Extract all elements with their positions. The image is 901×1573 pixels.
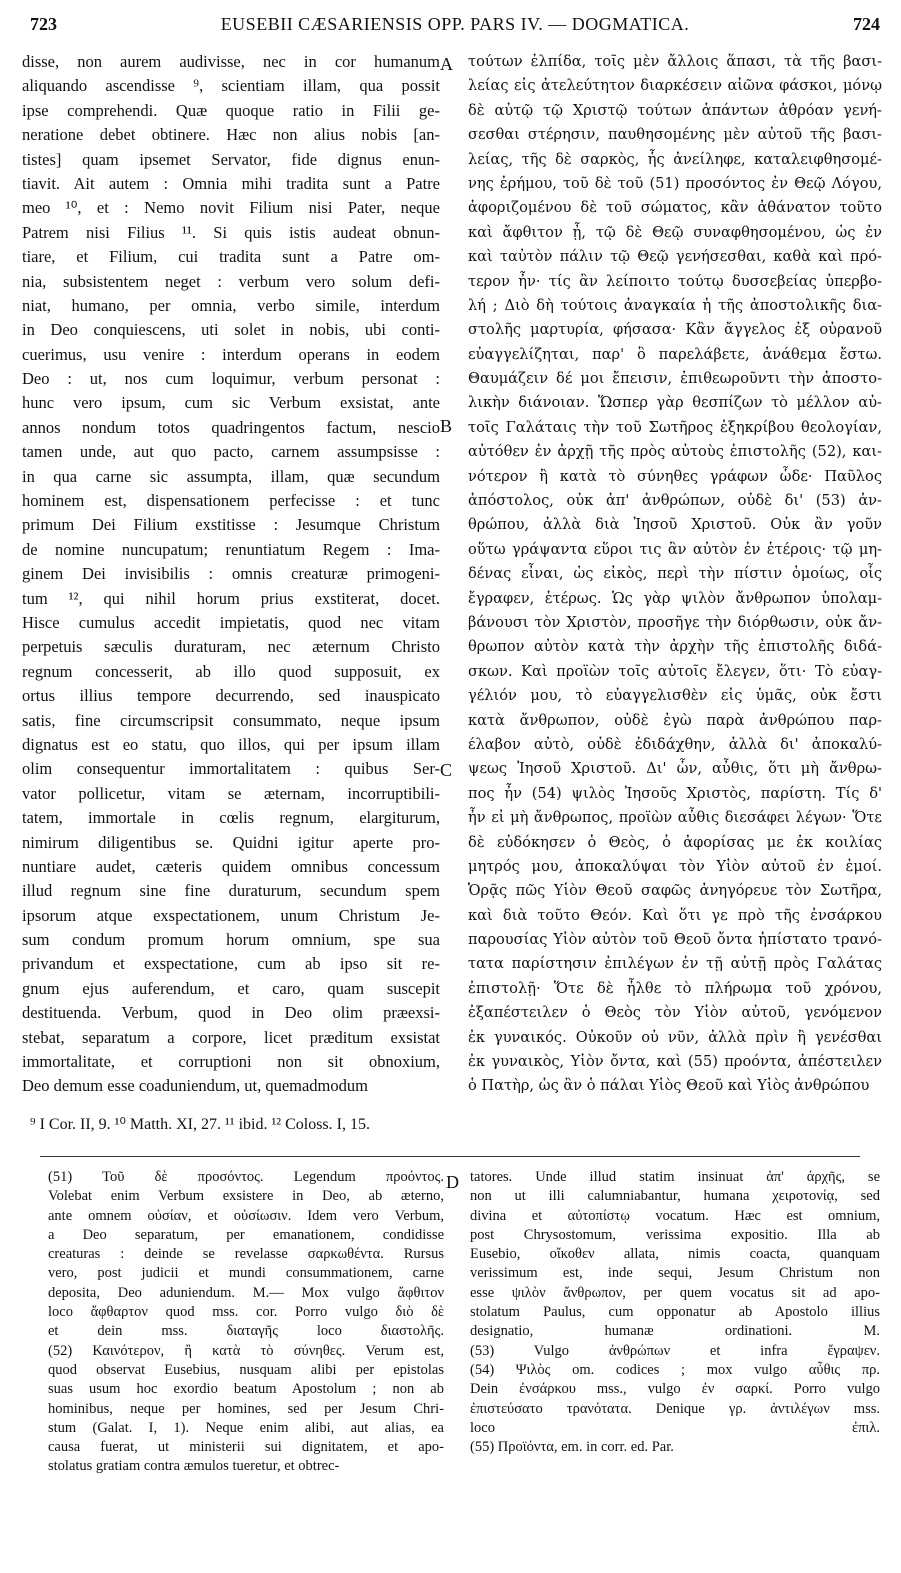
greek-text-line: κατὰ ἄνθρωπον, οὐδὲ ἐγὼ παρὰ ἀνθρώπου παρ-: [468, 711, 882, 729]
page-number-right: 724: [853, 14, 880, 34]
greek-text-line: τοῖς Γαλάταις τὴν τοῦ Σωτῆρος ἐξηκρίβου θεολογίαν,: [468, 418, 882, 436]
latin-text-line: olim consequentur immortalitatem : quibus Ser-: [22, 759, 440, 779]
greek-text-line: καὶ ταὐτὸν πάλιν τῷ Θεῷ γενήσεσθαι, καθὰ καὶ πρό-: [468, 248, 882, 266]
greek-text-line: δὲ αὐτῷ τῷ Χριστῷ τούτων ἁπάντων ἀθρόαν γενή-: [468, 101, 882, 119]
greek-text-line: θρώπου, ἀλλὰ διὰ Ἰησοῦ Χριστοῦ. Οὐκ ἂν γοῦν: [468, 516, 882, 534]
latin-text-line: hunc vero ipsum, cum sic Verbum exsistat, ante: [22, 393, 440, 413]
greek-text-line: λικὴν διάνοιαν. Ὥσπερ γὰρ θεσπίζων τὸ μέλλον αὐ-: [468, 394, 882, 412]
footnote-line: ἐπιστεύσατο τρανότατα. Denique γρ. ἀντιλέγων mss.: [470, 1400, 880, 1417]
footnote-line: ante omnem οὐσίαν, et οὐσίωσιν. Idem vero Verbum,: [48, 1207, 444, 1224]
footnotes-left-column: [48, 1168, 444, 1477]
greek-text-line: καὶ διὰ τοῦτο Θεόν. Καὶ ὅτι γε πρὸ τῆς ἐνσάρκου: [468, 906, 882, 924]
footnote-line: Eusebio, οἴκοθεν allata, nimis coacta, quanquam: [470, 1246, 880, 1263]
section-marker-a: A: [440, 54, 453, 74]
latin-text-line: ginem Dei invisibilis : omnis creaturæ primogeni-: [22, 564, 440, 584]
greek-text-line: λείας εἰς ἀτελεύτητον διαρκέσειν αἰῶνα φάσκοι, μόνῳ: [468, 77, 882, 95]
footnote-line: Dein ἐνσάρκου mss., vulgo ἐν σαρκί. Porro vulgo: [470, 1381, 880, 1398]
latin-text-line: meo ¹⁰, et : Nemo novit Filium nisi Pater, neque: [22, 198, 440, 218]
greek-text-line: έλαβον αὐτὸ, οὐδὲ ἐδιδάχθην, ἀλλὰ δι' ἀποκαλύ-: [468, 735, 882, 753]
running-header: [30, 14, 880, 40]
latin-text-line: Hisce cumulus accedit impietatis, quod nec vitam: [22, 612, 440, 632]
latin-text-line: vator pollicetur, vitam se æternam, incorruptibili-: [22, 783, 440, 803]
latin-text-line: satis, fine circumscripsit consummato, neque ipsum: [22, 710, 440, 730]
latin-text-line: Deo : ut, nos cum loquimur, verbum personat :: [22, 369, 440, 389]
greek-text-line: τερον ἦν· τίς ἂν λείποιτο τούτῳ δυσσεβείας ὑπερβο-: [468, 272, 882, 290]
footnote-line: (55) Προϊόντα, em. in corr. ed. Par.: [470, 1439, 674, 1456]
latin-text-line: tatem, immortale in cœlis regnum, elargiturum,: [22, 808, 440, 828]
latin-column: [22, 50, 440, 1099]
footnote-line: creaturas : deinde se revelasse σαρκωθέντα. Rursus: [48, 1246, 444, 1263]
greek-text-line: θρωπον αὐτὸν κατὰ τὴν ἀρχὴν τῆς ἐπιστολῆς διδά-: [468, 638, 882, 656]
latin-text-line: disse, non aurem audivisse, nec in cor humanum: [22, 52, 440, 71]
greek-text-line: ἀπόστολος, οὐκ ἀπ' ἀνθρώπων, οὐδὲ δι' (53) ἀν-: [468, 492, 882, 510]
latin-text-line: neratione debet obtinere. Hæc non alius nobis [an-: [22, 125, 440, 145]
latin-text-line: tamen unde, aut quo pacto, carnem assumpsisse :: [22, 442, 440, 462]
latin-text-line: privandum et exspectatione, cum ab ipso sit re-: [22, 954, 440, 974]
footnote-line: vero, post judicii et mundi consummationem, carne: [48, 1265, 444, 1282]
greek-text-line: ἐξαπέστειλεν ὁ Θεὸς τὸν Υἱὸν αὐτοῦ, γενόμενον: [468, 1004, 882, 1022]
greek-text-line: σεσθαι στέρησιν, παυθησομένης μὲν αὐτοῦ τῆς βασι-: [468, 126, 882, 144]
footnote-line: et dein mss. διαταγῆς loco διαστολῆς.: [48, 1323, 444, 1340]
latin-text-line: ortus illius tempore decurrendo, sed inauspicato: [22, 686, 440, 706]
footnote-line: (51) Τοῦ δὲ προσόντος. Legendum προόντος.: [48, 1169, 444, 1185]
scripture-references: ⁹ I Cor. II, 9. ¹⁰ Matth. XI, 27. ¹¹ ibid. ¹² Coloss. I, 15.: [30, 1116, 370, 1133]
footnote-line: stolatus gratiam contra æmulos tueretur, et obtrec-: [48, 1458, 340, 1475]
latin-text-line: in qua carne sic assumpta, illam, quæ secundum: [22, 466, 440, 486]
greek-text-line: δένας εἶναι, ὡς εἰκὸς, περὶ τὴν πίστιν ὁμοίως, οἷς: [468, 565, 882, 583]
footnote-line: loco ἐπιλ.: [470, 1419, 880, 1436]
footnote-line: (53) Vulgo ἀνθρώπων et infra ἔγραψεν.: [470, 1342, 880, 1359]
latin-text-line: tum ¹², qui nihil horum prius exstiterat, docet.: [22, 588, 440, 608]
footnote-line: post Chrysostomum, verissima expositio. Illa ab: [470, 1226, 880, 1243]
greek-text-line: δὲ εὐδόκησεν ὁ Θεὸς, ὁ ἀφορίσας με ἐκ κοιλίας: [468, 833, 882, 851]
greek-text-line: ἔγραφεν, ἑτέρως. Ὡς γὰρ ψιλὸν ἄνθρωπον ὑπολαμ-: [468, 589, 882, 607]
latin-text-line: primum Dei Filium exstitisse : Jesumque Christum: [22, 515, 440, 535]
greek-text-line: ψεως Ἰησοῦ Χριστοῦ. Δι' ὧν, αὖθις, ὅτι μὴ ἄνθρω-: [468, 760, 882, 778]
latin-text-line: stebat, separatum a corpore, licet præditum exsistat: [22, 1027, 440, 1047]
latin-text-line: nimirum diligentibus se. Quidni igitur aperte pro-: [22, 832, 440, 852]
footnote-line: causa fuerat, ut ministerii sui dignitatem, et apo-: [48, 1439, 444, 1456]
latin-text-line: nia, subsistentem neget : verbum vero solum defi-: [22, 271, 440, 291]
footnote-line: deposita, Deo aduniendum. M.— Mox vulgo ἄφθιτον: [48, 1284, 444, 1301]
footnote-line: (54) Ψιλὸς om. codices ; mox vulgo αὖθις πρ.: [470, 1361, 880, 1378]
latin-text-line: perpetuis sæculis duraturam, nec æternum Christo: [22, 637, 440, 657]
greek-text-line: Ὁρᾷς πῶς Υἱὸν Θεοῦ σαφῶς ἀνηγόρευε τὸν Σωτῆρα,: [468, 882, 882, 900]
footnote-line: divina et αὐτοπίστῳ vocatum. Hæc est omnium,: [470, 1207, 880, 1224]
latin-text-line: Deo demum esse coaduniendum, ut, quemadmodum: [22, 1076, 368, 1096]
greek-text-line: τατα παρίστησιν ἐπιλέγων ἐν τῇ αὐτῇ πρὸς Γαλάτας: [468, 955, 882, 973]
greek-text-line: εὐαγγελίζηται, παρ' ὃ παρελάβετε, ἀνάθεμα ἔστω.: [468, 345, 882, 363]
latin-text-line: cuerimus, usu venire : interdum operans in eodem: [22, 344, 440, 364]
greek-text-line: ἐπιστολῇ· Ὅτε δὲ ἦλθε τὸ πλήρωμα τοῦ χρόνου,: [468, 979, 882, 997]
latin-text-line: ipse comprehendi. Quæ quoque ratio in Filii ge-: [22, 100, 440, 120]
latin-text-line: tiavit. Ait autem : Omnia mihi tradita sunt a Patre: [22, 173, 440, 193]
latin-text-line: sum condum promum horum omnium, spe sua: [22, 930, 440, 950]
greek-text-line: σκων. Καὶ προϊὼν τοῖς αὐτοῖς ἔλεγεν, ὅτι· Τὸ εὐαγ-: [468, 662, 882, 680]
greek-text-line: παρουσίας Υἱὸν αὐτὸν τοῦ Θεοῦ ὄντα ἠπίστατο τρανό-: [468, 931, 882, 949]
latin-text-line: hominem est, dispensationem perfecisse : et tunc: [22, 491, 440, 511]
greek-text-line: νης ἐρήμου, τοῦ δὲ τοῦ (51) προσόντος ἐν Θεῷ Λόγου,: [468, 174, 882, 192]
greek-text-line: οὕτω γράψαντα εὕροι τις ἂν αὐτὸν ἐν ἑτέροις· τῷ μη-: [468, 540, 882, 558]
footnote-line: hominibus, neque per homines, sed per Jesum Chri-: [48, 1400, 444, 1417]
greek-text-line: νότερον ἢ κατὰ τὸ σύνηθες γράφων ὧδε· Παῦλος: [468, 467, 882, 485]
footnote-line: tatores. Unde illud statim insinuat ἀπ' ἀρχῆς, se: [470, 1169, 880, 1185]
footnote-line: verissimum est, inde sequi, Jesum Christum non: [470, 1265, 880, 1282]
latin-text-line: ipsorum atque exspectationem, unum Christum Je-: [22, 905, 440, 925]
greek-text-line: αὐτόθεν ἐν ἀρχῇ τῆς πρὸς αὐτοὺς ἐπιστολῆς (52), και-: [468, 443, 882, 461]
greek-text-line: λείας, τῆς δὲ σαρκὸς, ἧς ἀνείληφε, καταλειφθησομέ-: [468, 150, 882, 168]
section-marker-b: B: [440, 416, 453, 436]
footnote-line: suas usum hoc exordio beatum Apostolum ; non ab: [48, 1381, 444, 1398]
section-marker-c: C: [440, 760, 453, 780]
latin-text-line: Patrem nisi Filius ¹¹. Si quis istis audeat obnun-: [22, 222, 440, 242]
greek-text-line: καὶ ἄφθιτον ᾖ, τῷ δὲ Θεῷ συναφθησομένου, ὡς ἐν: [468, 223, 882, 241]
latin-text-line: illud regnum sine fine duraturum, secundum spem: [22, 881, 440, 901]
latin-text-line: tistes] quam ipsemet Servator, fide dignus enun-: [22, 149, 440, 169]
footnote-divider: [40, 1156, 860, 1157]
greek-text-line: τούτων ἐλπίδα, τοῖς μὲν ἄλλοις ἅπασι, τὰ τῆς βασι-: [468, 53, 882, 70]
running-title: EUSEBII CÆSARIENSIS OPP. PARS IV. — DOGMATICA.: [220, 14, 690, 34]
latin-text-line: tiare, et Filium, cui tradita sunt a Patre om-: [22, 247, 440, 267]
latin-text-line: aliquando ascendisse ⁹, scientiam illam, qua possit: [22, 76, 440, 96]
greek-text-line: Θαυμάζειν δέ μοι ἔπεισιν, ἐπιθεωροῦντι τὴν ἀποστο-: [468, 370, 882, 388]
footnote-line: a Deo separatum, per emanationem, condidisse: [48, 1226, 444, 1243]
footnote-line: loco ἄφθαρτον quod mss. cor. Porro vulgo διὸ δὲ: [48, 1304, 444, 1321]
page-number-left: 723: [30, 14, 57, 34]
latin-text-line: regnum concesserit, ab illo quod supposuit, ex: [22, 661, 440, 681]
footnote-line: (52) Καινότερον, ἢ κατὰ τὸ σύνηθες. Verum est,: [48, 1342, 444, 1359]
latin-text-line: annos nondum totos quadringentos factum, nescio: [22, 417, 440, 437]
footnote-line: esse ψιλὸν ἄνθρωπον, per quem vocatus sit ad apo-: [470, 1284, 880, 1301]
section-marker-d: D: [446, 1172, 459, 1192]
greek-text-line: ἐκ γυναικός. Οὐκοῦν οὐ νῦν, ἀλλὰ πρὶν ἢ γενέσθαι: [468, 1028, 882, 1046]
greek-text-line: στολῆς μαρτυρία, φήσασα· Κἂν ἄγγελος ἐξ οὐρανοῦ: [468, 321, 882, 339]
greek-text-line: βάνουσι τὸν Χριστὸν, προσῆγε τὴν διόρθωσιν, οὐκ ἄν-: [468, 613, 882, 631]
greek-text-line: λή ; Διὸ δὴ τούτοις ἀναγκαία ἡ τῆς ἀποστολικῆς δια-: [468, 296, 882, 314]
footnote-line: non ut illi calumniabantur, humana χειροτονίᾳ, sed: [470, 1188, 880, 1205]
footnote-line: stolatum Paulus, cum opponatur ab Apostolo illius: [470, 1304, 880, 1321]
latin-text-line: destituenda. Verbum, quod in Deo olim præexsi-: [22, 1003, 440, 1023]
greek-column: [468, 50, 882, 1099]
latin-text-line: immortalitate, et corruptioni non sit obnoxium,: [22, 1052, 440, 1072]
latin-text-line: in Deo conquiescens, uti solet in nobis, ubi conti-: [22, 320, 440, 340]
latin-text-line: de nomine nuncupatum; renuntiatum Regem : Ima-: [22, 539, 440, 559]
latin-text-line: nuntiare audet, cæteris quidem omnibus concessum: [22, 856, 440, 876]
footnote-line: Volebat enim Verbum exsistere in Deo, ab æterno,: [48, 1188, 444, 1205]
greek-text-line: ὁ Πατὴρ, ὡς ἂν ὁ πάλαι Υἱὸς Θεοῦ καὶ Υἱὸς ἀνθρώπου: [468, 1077, 870, 1095]
footnote-line: stum (Galat. I, 1). Neque enim alibi, aut alias, ea: [48, 1419, 444, 1436]
footnotes-right-column: [470, 1168, 880, 1457]
latin-text-line: dignatus est eo statu, quo illos, qui per ipsum illam: [22, 734, 440, 754]
greek-text-line: πος ἦν (54) ψιλὸς Ἰησοῦς Χριστὸς, παρίστη. Τίς δ': [468, 784, 882, 802]
footnote-line: quod observat Eusebius, nusquam alibi per epistolas: [48, 1361, 444, 1378]
greek-text-line: ἀφοριζομένου δὲ τοῦ σώματος, κἂν ἀθάνατον τοῦτο: [468, 199, 882, 217]
latin-text-line: niat, humano, per omnia, verbo simile, interdum: [22, 295, 440, 315]
greek-text-line: ἦν εἰ μὴ ἄνθρωπος, προϊὼν αὖθις διεσάφει λέγων· Ὅτε: [468, 809, 882, 827]
greek-text-line: μητρός μου, ἀποκαλύψαι τὸν Υἱὸν αὐτοῦ ἐν ἐμοί.: [468, 857, 882, 875]
greek-text-line: ἐκ γυναικὸς, Υἱὸν ὄντα, καὶ (55) προόντα, ἀπέστειλεν: [468, 1053, 882, 1071]
greek-text-line: γέλιόν μου, τὸ εὐαγγελισθὲν εἰς ὑμᾶς, οὐκ ἔστι: [468, 687, 882, 705]
footnote-line: designatio, humanæ ordinationi. M.: [470, 1323, 880, 1340]
latin-text-line: gnum ejus auferendum, et caro, quam suscepit: [22, 978, 440, 998]
